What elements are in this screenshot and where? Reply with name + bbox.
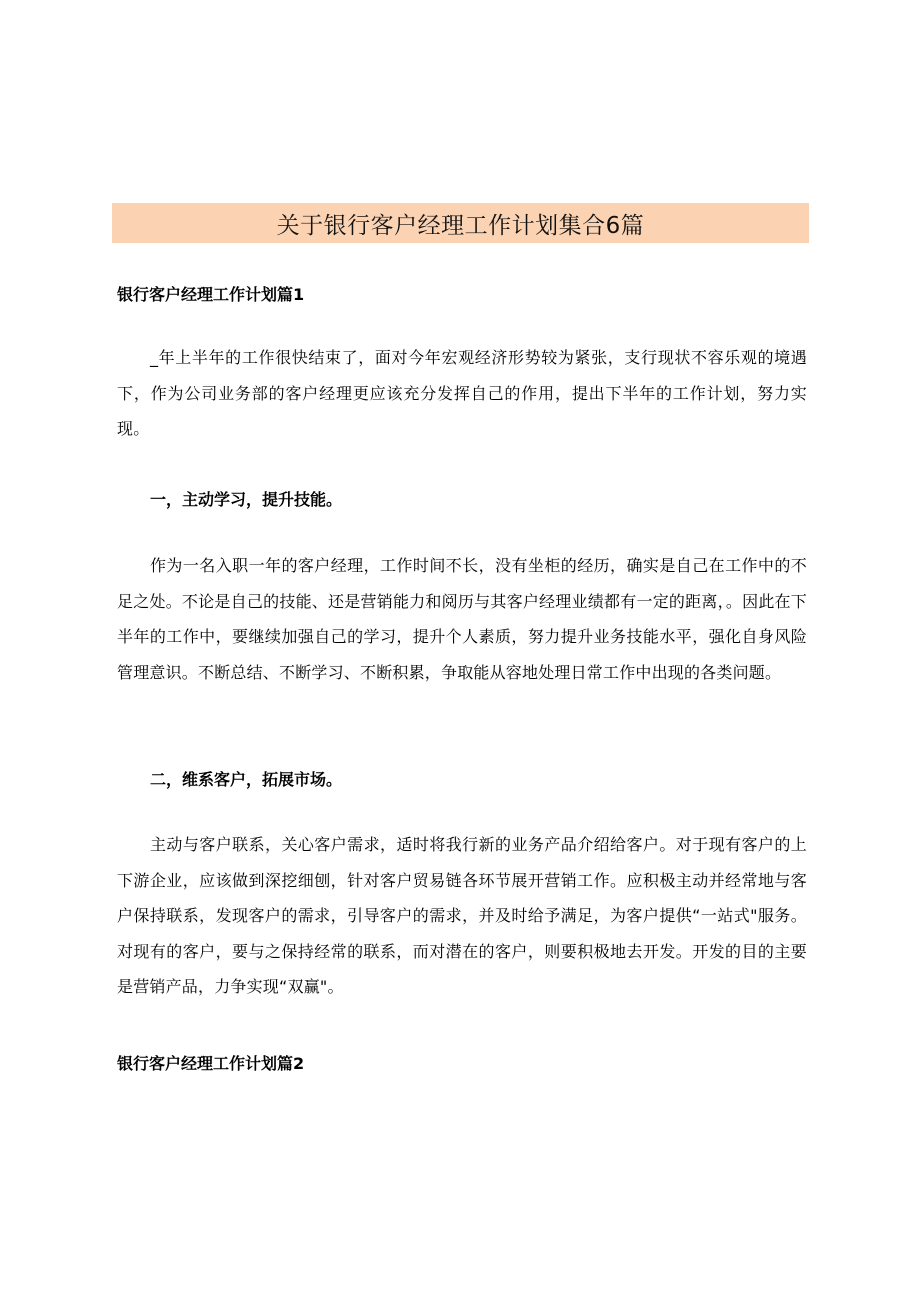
document-title: 关于银行客户经理工作计划集合6篇 [276, 212, 645, 239]
document-title-band [112, 203, 809, 243]
point-1-paragraph: 作为一名入职一年的客户经理，工作时间不长，没有坐柜的经历，确实是自己在工作中的不足之处。不论是自己的技能、还是营销能力和阅历与其客户经理业绩都有一定的距离，。因此在下半年的工作中，要继续加强自己的学习，提升个人素质，努力提升业务技能水平，强化自身风险管理意识。不断总结、不断学习、不断积累，争取能从容地处理日常工作中出现的各类问题。 [117, 556, 807, 682]
section-1-heading: 银行客户经理工作计划篇1 [117, 285, 305, 304]
point-2-heading: 二，维系客户，拓展市场。 [150, 770, 343, 789]
point-1-heading: 一，主动学习，提升技能。 [150, 490, 343, 509]
section-2-heading: 银行客户经理工作计划篇2 [117, 1054, 305, 1073]
section-1-intro-paragraph: _年上半年的工作很快结束了，面对今年宏观经济形势较为紧张，支行现状不容乐观的境遇下，作为公司业务部的客户经理更应该充分发挥自己的作用，提出下半年的工作计划，努力实现。 [117, 348, 807, 438]
point-2-paragraph: 主动与客户联系，关心客户需求，适时将我行新的业务产品介绍给客户。对于现有客户的上下游企业，应该做到深挖细刨，针对客户贸易链各环节展开营销工作。应积极主动并经常地与客户保持联系，发现客户的需求，引导客户的需求，并及时给予满足，为客户提供“一站式"服务。对现有的客户，要与之保持经常的联系，而对潜在的客户，则要积极地去开发。开发的目的主要是营销产品，力争实现“双赢"。 [117, 835, 807, 996]
